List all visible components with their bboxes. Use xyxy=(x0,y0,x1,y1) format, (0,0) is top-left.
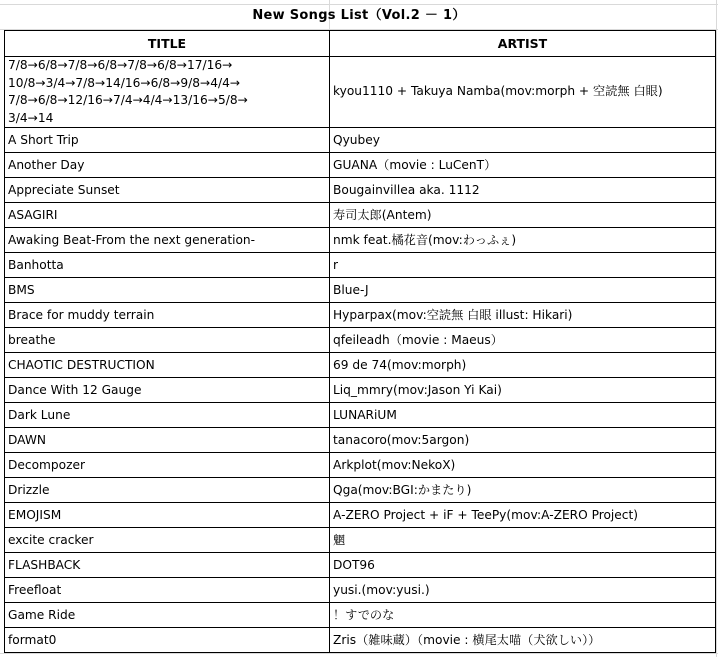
title-cell[interactable]: excite cracker xyxy=(5,528,330,553)
title-cell[interactable]: Drizzle xyxy=(5,478,330,503)
title-cell[interactable] xyxy=(5,57,330,128)
title-cell[interactable]: Awaking Beat-From the next generation- xyxy=(5,228,330,253)
title-cell[interactable]: ASAGIRI xyxy=(5,203,330,228)
artist-cell[interactable]: tanacoro(mov:5argon) xyxy=(330,428,716,453)
artist-cell[interactable]: Bougainvillea aka. 1112 xyxy=(330,178,716,203)
table-row xyxy=(5,253,716,278)
title-cell[interactable]: format0 xyxy=(5,628,330,653)
table-row xyxy=(5,478,716,503)
title-cell[interactable]: DAWN xyxy=(5,428,330,453)
artist-cell[interactable]: Liq_mmry(mov:Jason Yi Kai) xyxy=(330,378,716,403)
table-row xyxy=(5,178,716,203)
title-cell[interactable]: Freefloat xyxy=(5,578,330,603)
table-row xyxy=(5,428,716,453)
sheet-title: New Songs List（Vol.2 － 1） xyxy=(252,8,466,23)
artist-cell[interactable]: GUANA（movie : LuCenT） xyxy=(330,153,716,178)
artist-cell[interactable]: 69 de 74(mov:morph) xyxy=(330,353,716,378)
artist-cell[interactable]: 寿司太郎(Antem) xyxy=(330,203,716,228)
table-row xyxy=(5,628,716,653)
title-cell[interactable]: Brace for muddy terrain xyxy=(5,303,330,328)
artist-cell[interactable]: ！すでのな xyxy=(330,603,716,628)
artist-cell[interactable]: Hyparpax(mov:空読無 白眼 illust: Hikari) xyxy=(330,303,716,328)
title-cell[interactable]: Dance With 12 Gauge xyxy=(5,378,330,403)
table-row xyxy=(5,403,716,428)
artist-cell[interactable]: Qga(mov:BGI:かまたり) xyxy=(330,478,716,503)
title-cell[interactable]: breathe xyxy=(5,328,330,353)
artist-cell[interactable]: r xyxy=(330,253,716,278)
title-text: 7/8→6/8→7/8→6/8→7/8→6/8→17/16→ 10/8→3/4→7/8→14/16→6/8→9/8→4/4→ 7/8→6/8→12/16→7/4→4/4→13/16→5/8→ 3/4→14 xyxy=(8,58,248,125)
title-cell[interactable]: FLASHBACK xyxy=(5,553,330,578)
artist-cell[interactable]: DOT96 xyxy=(330,553,716,578)
table-row xyxy=(5,153,716,178)
title-cell[interactable]: Banhotta xyxy=(5,253,330,278)
table-row xyxy=(5,528,716,553)
title-cell[interactable]: Game Ride xyxy=(5,603,330,628)
artist-cell[interactable]: 魍 xyxy=(330,528,716,553)
title-cell[interactable]: EMOJISM xyxy=(5,503,330,528)
artist-cell[interactable]: nmk feat.橘花音(mov:わっふぇ) xyxy=(330,228,716,253)
table-row xyxy=(5,553,716,578)
songs-table xyxy=(4,30,716,653)
title-cell[interactable]: CHAOTIC DESTRUCTION xyxy=(5,353,330,378)
artist-cell[interactable]: qfeileadh（movie : Maeus） xyxy=(330,328,716,353)
artist-cell[interactable]: Blue-J xyxy=(330,278,716,303)
table-row xyxy=(5,278,716,303)
table-row xyxy=(5,353,716,378)
title-cell[interactable]: Decompozer xyxy=(5,453,330,478)
title-cell[interactable]: BMS xyxy=(5,278,330,303)
title-cell[interactable]: Another Day xyxy=(5,153,330,178)
column-header-artist[interactable]: ARTIST xyxy=(330,31,716,57)
artist-cell[interactable]: LUNARiUM xyxy=(330,403,716,428)
table-row xyxy=(5,603,716,628)
title-cell[interactable]: Appreciate Sunset xyxy=(5,178,330,203)
artist-cell[interactable]: Arkplot(mov:NekoX) xyxy=(330,453,716,478)
table-row xyxy=(5,203,716,228)
table-row xyxy=(5,128,716,153)
title-cell[interactable]: Dark Lune xyxy=(5,403,330,428)
title-cell[interactable]: A Short Trip xyxy=(5,128,330,153)
artist-cell[interactable]: A-ZERO Project + iF + TeePy(mov:A-ZERO Project) xyxy=(330,503,716,528)
artist-cell[interactable]: Zris（雑味蔵）（movie : 横尾太喵（犬欲しい）） xyxy=(330,628,716,653)
column-header-title[interactable]: TITLE xyxy=(5,31,330,57)
table-row xyxy=(5,503,716,528)
table-row xyxy=(5,57,716,128)
table-row xyxy=(5,328,716,353)
table-row xyxy=(5,303,716,328)
artist-cell[interactable]: Qyubey xyxy=(330,128,716,153)
table-row xyxy=(5,578,716,603)
table-row xyxy=(5,378,716,403)
artist-cell[interactable]: yusi.(mov:yusi.) xyxy=(330,578,716,603)
artist-cell[interactable]: kyou1110 + Takuya Namba(mov:morph + 空読無 白眼) xyxy=(330,57,716,128)
header-row xyxy=(5,31,716,57)
table-row xyxy=(5,228,716,253)
table-row xyxy=(5,453,716,478)
